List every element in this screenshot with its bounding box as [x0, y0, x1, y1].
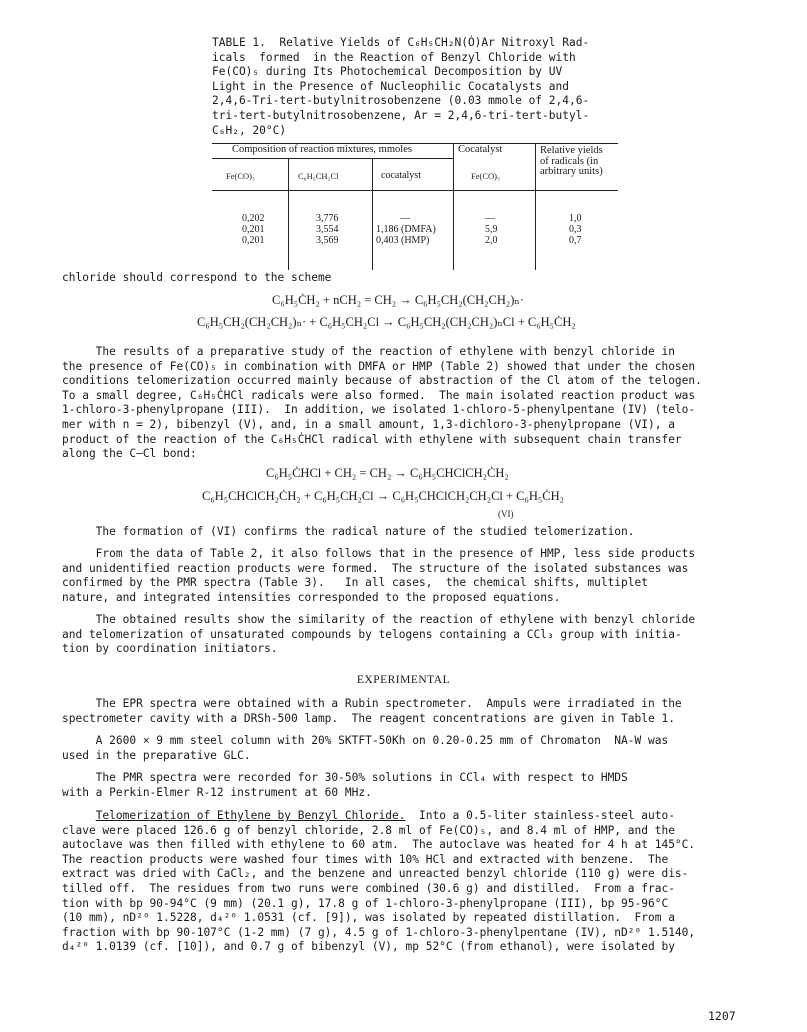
text-line: The formation of (VI) confirms the radical nature of the studied telomerization. — [62, 525, 635, 538]
text-line: and telomerization of unsaturated compounds by telogens containing a CCl₃ group with initia- — [62, 627, 682, 641]
text-line: with a Perkin-Elmer R-12 instrument at 60 MHz. — [62, 785, 372, 799]
text-line: along the C—Cl bond: — [62, 447, 197, 461]
table-cell: 0,403 (HMP) — [376, 235, 430, 246]
table-divider — [372, 158, 373, 270]
table-cell: 0,202 — [242, 213, 265, 224]
equation: C₆H₅CH₂(CH₂CH₂)ₙ· + C₆H₅CH₂Cl → C₆H₅CH₂(CH₂CH₂)ₙCl + C₆H₅ĊH₂ — [197, 315, 576, 329]
text-line: 1-chloro-3-phenylpropane (III). In addition, we isolated 1-chloro-5-phenylpentane (IV) (telo- — [62, 403, 696, 417]
caption-line: C₆H₂, 20°C) — [212, 123, 287, 137]
text-line: A 2600 × 9 mm steel column with 20% SKTFT-50Kh on 0.20-0.25 mm of Chromaton NA-W was — [62, 734, 669, 747]
text-line: and unidentified reaction products were formed. The structure of the isolated substances was — [62, 561, 689, 575]
text-line — [62, 809, 742, 824]
text-line: confirmed by the PMR spectra (Table 3). In all cases, the chemical shifts, multiplet — [62, 576, 648, 590]
text-line: nature, and integrated intensities corresponded to the proposed equations. — [62, 590, 561, 604]
equation: C₆H₅CHClCH₂ĊH₂ + C₆H₅CH₂Cl → C₆H₅CHClCH₂CH₂Cl + C₆H₅ĊH₂ — [202, 489, 564, 503]
table-cell: 0,201 — [242, 235, 265, 246]
page-number: 1207 — [708, 1009, 736, 1023]
subheader-cocatalyst-ratio: Fe(CO)₅ — [471, 171, 500, 181]
subheader-benzyl-chloride: C₆H₅CH₂Cl — [298, 171, 339, 181]
text-line: used in the preparative GLC. — [62, 748, 251, 762]
table-cell: 1,186 (DMFA) — [376, 224, 436, 235]
text-line: The reaction products were washed four times with 10% HCl and extracted with benzene. The — [62, 852, 669, 866]
table-divider — [288, 158, 289, 270]
text-line: To a small degree, C₆H₅ĊHCl radicals were also formed. The main isolated reaction product was — [62, 388, 696, 402]
paragraph — [62, 734, 742, 763]
run-in-title: Telomerization of Ethylene by Benzyl Chloride. — [95, 809, 406, 822]
table-cell: 5,9 — [485, 224, 498, 235]
equation: C₆H₅ĊHCl + CH₂ = CH₂ → C₆H₅CHClCH₂ĊH₂ — [266, 466, 509, 480]
paragraph — [62, 613, 742, 657]
data-table — [212, 140, 618, 272]
text-line: conditions telomerization occurred mainly because of abstraction of the Cl atom of the telogen. — [62, 374, 702, 388]
text-line: The PMR spectra were recorded for 30-50% solutions in CCl₄ with respect to HMDS — [62, 771, 628, 784]
subheader-cocatalyst: cocatalyst — [381, 170, 421, 181]
column-benzyl-chloride — [316, 213, 339, 246]
text-line: From the data of Table 2, it also follows that in the presence of HMP, less side products — [62, 547, 696, 560]
table-cell: 3,569 — [316, 235, 339, 246]
table-cell: 2,0 — [485, 235, 498, 246]
table-rule — [212, 158, 453, 159]
text-line: tion by coordination initiators. — [62, 642, 278, 656]
table-divider — [453, 143, 454, 270]
subheader-fe-co5: Fe(CO)₅ — [226, 171, 255, 181]
caption-line: Light in the Presence of Nucleophilic Cocatalysts and — [212, 79, 569, 93]
equation: C₆H₅ĊH₂ + nCH₂ = CH₂ → C₆H₅CH₂(CH₂CH₂)ₙ· — [272, 293, 524, 307]
text-line: d₄²⁰ 1.0139 (cf. [10]), and 0.7 g of bibenzyl (V), mp 52°C (from ethanol), were isolated by — [62, 940, 675, 954]
text-line: tion with bp 90-94°C (9 mm) (20.1 g), 17.8 g of 1-chloro-3-phenylpropane (III), bp 95-96°C — [62, 896, 669, 910]
text-line: tilled off. The residues from two runs were combined (30.6 g) and distilled. From a frac- — [62, 881, 675, 895]
table-cell: 1,0 — [569, 213, 582, 224]
text-line: clave were placed 126.6 g of benzyl chloride, 2.8 ml of Fe(CO)₅, and 8.4 ml of HMP, and the — [62, 823, 675, 837]
table-cell: — — [400, 213, 410, 224]
text-line: The EPR spectra were obtained with a Rubin spectrometer. Ampuls were irradiated in the — [62, 697, 682, 710]
column-cocatalyst — [376, 213, 436, 246]
column-cocatalyst-ratio — [485, 213, 498, 246]
paragraph — [62, 697, 742, 726]
caption-line: icals formed in the Reaction of Benzyl Chloride with — [212, 50, 576, 64]
paragraph — [62, 809, 742, 955]
table-cell: 3,776 — [316, 213, 339, 224]
table-cell: — — [485, 213, 495, 224]
column-relative-yields — [569, 213, 582, 246]
table-caption — [212, 36, 632, 138]
caption-line: 2,4,6-Tri-tert-butylnitrosobenzene (0.03 mmole of 2,4,6- — [212, 94, 590, 108]
header-relative-yields: Relative yields of radicals (in arbitrary units) — [540, 145, 603, 177]
caption-line: TABLE 1. Relative Yields of C₆H₅CH₂N(Ȯ)Ar Nitroxyl Rad- — [212, 36, 590, 49]
table-cell: 0,201 — [242, 224, 265, 235]
table-rule — [212, 190, 618, 191]
header-cocatalyst: Cocatalyst — [458, 144, 503, 155]
table-cell: 3,554 — [316, 224, 339, 235]
text-line: product of the reaction of the C₆H₅ĊHCl radical with ethylene with subsequent chain transfer — [62, 432, 682, 446]
text-line: mer with n = 2), bibenzyl (V), and, in a small amount, 1,3-dichloro-3-phenylpropane (VI), a — [62, 417, 675, 431]
paragraph — [62, 771, 742, 800]
compound-label: (VI) — [498, 509, 514, 519]
section-heading: EXPERIMENTAL — [356, 674, 451, 686]
text-line: (10 mm), nD²⁰ 1.5228, d₄²⁰ 1.0531 (cf. [9]), was isolated by repeated distillation. From a — [62, 911, 675, 925]
caption-line: tri-tert-butylnitrosobenzene, Ar = 2,4,6-tri-tert-butyl- — [212, 108, 590, 122]
column-fe-co5 — [242, 213, 265, 246]
caption-line: Fe(CO)₅ during Its Photochemical Decomposition by UV — [212, 65, 563, 79]
text-line: The results of a preparative study of the reaction of ethylene with benzyl chloride in — [62, 345, 675, 358]
table-cell: 0,3 — [569, 224, 582, 235]
table-cell: 0,7 — [569, 235, 582, 246]
paragraph — [62, 525, 742, 540]
paragraph — [62, 547, 742, 605]
text-line: extract was dried with CaCl₂, and the benzene and unreacted benzyl chloride (110 g) were dis- — [62, 867, 689, 881]
text-line: chloride should correspond to the scheme — [62, 271, 332, 284]
text-line: the presence of Fe(CO)₅ in combination with DMFA or HMP (Table 2) showed that under the chosen — [62, 359, 696, 373]
paragraph — [62, 345, 742, 462]
text-line: The obtained results show the similarity of the reaction of ethylene with benzyl chloride — [62, 613, 696, 626]
text-line: autoclave was then filled with ethylene to 60 atm. The autoclave was heated for 4 h at 145°C. — [62, 838, 696, 852]
text-line: spectrometer cavity with a DRSh-500 lamp. The reagent concentrations are given in Table 1. — [62, 711, 675, 725]
header-composition: Composition of reaction mixtures, mmoles — [232, 144, 412, 155]
text-span: Into a 0.5-liter stainless-steel auto- — [405, 809, 675, 822]
table-divider — [535, 143, 536, 270]
text-line: fraction with bp 90-107°C (1-2 mm) (7 g), 4.5 g of 1-chloro-3-phenylpentane (IV), nD²⁰ 1.5140, — [62, 925, 696, 939]
paragraph — [62, 271, 742, 286]
